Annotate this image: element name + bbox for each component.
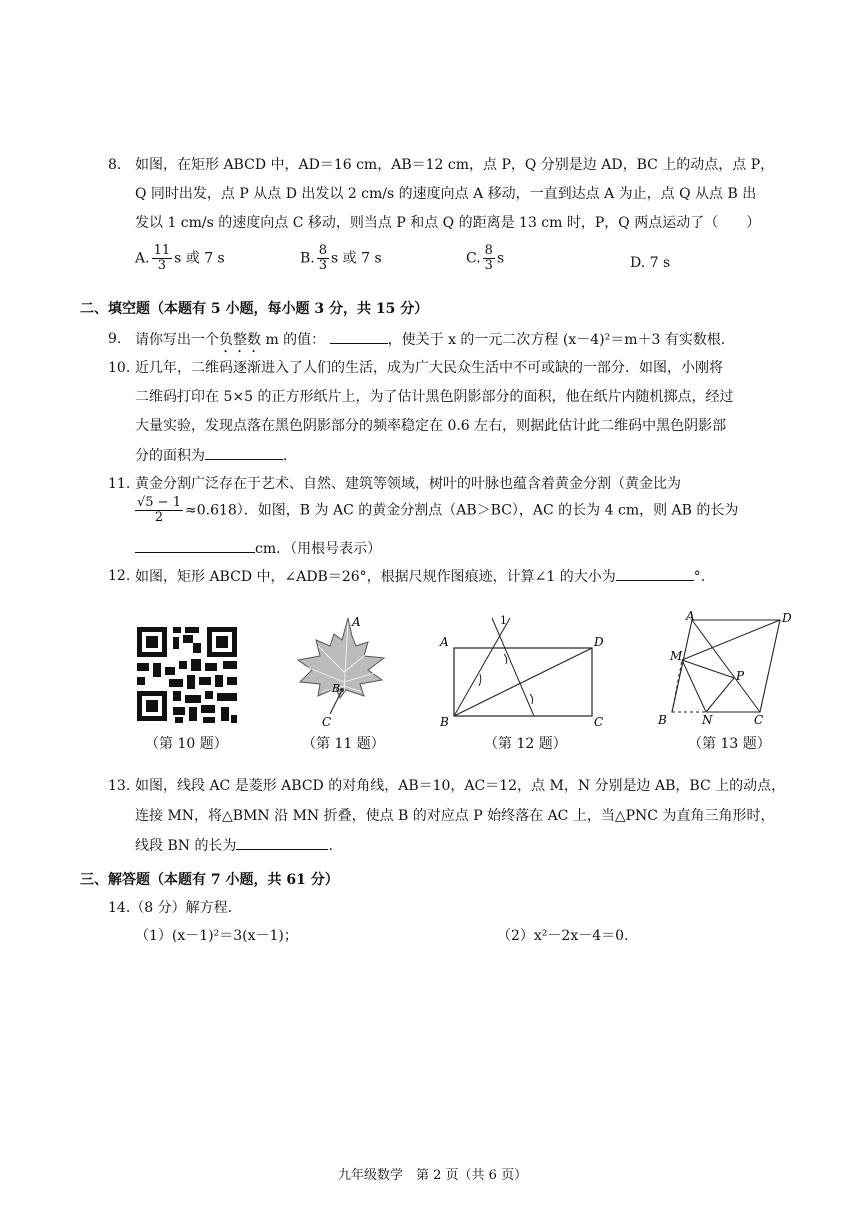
- q10-number: 10.: [108, 360, 131, 376]
- rhombus-point-p: P: [736, 669, 745, 683]
- q11-line-2: $\frac{√5 - 1}{2}$ ≈0.618）．如图，B 为 AC 的黄金分割点（AB＞BC），AC 的长为 4 cm，则 AB 的长为: [137, 495, 739, 525]
- leaf-point-a: A: [352, 615, 361, 629]
- q12-answer-blank[interactable]: [616, 566, 694, 581]
- section-2-heading: 二、填空题（本题有 5 小题，每小题 3 分，共 15 分）: [80, 301, 429, 317]
- q11-line-1: 黄金分割广泛存在于艺术、自然、建筑等领域，树叶的叶脉也蕴含着黄金分割（黄金比为: [135, 476, 681, 492]
- q8-option-b: B. $\frac{8}{3}$ s 或 7 s: [300, 243, 382, 273]
- q11-line-3: cm．（用根号表示）: [135, 538, 381, 559]
- rhombus-point-a: A: [686, 609, 695, 623]
- q13-line-2: 连接 MN，将△BMN 沿 MN 折叠，使点 B 的对应点 P 始终落在 AC 上，当△PNC 为直角三角形时，: [135, 808, 775, 824]
- rhombus-point-n: N: [702, 713, 713, 727]
- q14-part-1: （1）(x－1)²＝3(x－1)；: [135, 928, 298, 944]
- q13-answer-blank[interactable]: [236, 835, 328, 850]
- figure-13-caption: （第 13 题）: [688, 736, 771, 752]
- figure-10-caption: （第 10 题）: [145, 736, 228, 752]
- q13-line-1: 如图，线段 AC 是菱形 ABCD 的对角线，AB＝10，AC＝12，点 M，N 分别是边 AB，BC 上的动点，: [135, 778, 786, 794]
- q8-line-3: 发以 1 cm/s 的速度向点 C 移动，则当点 P 和点 Q 的距离是 13 cm 时，P，Q 两点运动了（ ）: [135, 215, 761, 231]
- q8-number: 8.: [108, 157, 122, 173]
- rhombus-point-b: B: [658, 713, 667, 727]
- rhombus-point-m: M: [670, 649, 683, 663]
- page-footer: 九年级数学 第 2 页（共 6 页）: [338, 1168, 528, 1183]
- rect-point-b: B: [440, 715, 449, 729]
- q14-part-2: （2）x²－2x－4＝0.: [497, 928, 629, 944]
- qr-code-figure: [135, 625, 239, 725]
- q8-line-1: 如图，在矩形 ABCD 中，AD＝16 cm，AB＝12 cm，点 P，Q 分别是边 AD，BC 上的动点，点 P，: [135, 157, 775, 173]
- q9-text: 请你写出一个负整数 m 的值： ，使关于 x 的一元二次方程 (x－4)²＝m＋3 有实数根．: [135, 329, 735, 356]
- figure-11-caption: （第 11 题）: [302, 736, 385, 752]
- rect-point-d: D: [594, 635, 604, 649]
- q13-line-3: 线段 BN 的长为 .: [135, 835, 333, 856]
- rhombus-point-d: D: [782, 611, 792, 625]
- q10-line-1: 近几年，二维码逐渐进入了人们的生活，成为广大民众生活中不可或缺的一部分．如图，小刚将: [135, 360, 723, 376]
- q9-number: 9.: [108, 331, 122, 347]
- q9-emphasized-word: 负整数: [219, 332, 261, 348]
- q10-line-3: 大量实验，发现点落在黑色阴影部分的频率稳定在 0.6 左右，则据此估计此二维码中黑色阴影部: [135, 418, 727, 434]
- rect-point-a: A: [440, 635, 449, 649]
- maple-leaf-figure: [290, 612, 390, 730]
- q13-number: 13.: [108, 778, 131, 794]
- leaf-point-c: C: [322, 715, 332, 729]
- q11-answer-blank[interactable]: [135, 538, 255, 553]
- q10-line-4: 分的面积为 ．: [135, 445, 297, 466]
- q8-line-2: Q 同时出发，点 P 从点 D 出发以 2 cm/s 的速度向点 A 移动，一直到达点 A 为止，点 Q 从点 B 出: [135, 186, 757, 202]
- q12-number: 12.: [108, 568, 131, 584]
- q10-line-2: 二维码打印在 5×5 的正方形纸片上，为了估计黑色阴影部分的面积，他在纸片内随机掷点，经过: [135, 389, 734, 405]
- q14-heading: 14.（8 分）解方程．: [108, 900, 242, 916]
- section-3-heading: 三、解答题（本题有 7 小题，共 61 分）: [80, 872, 339, 888]
- figure-12-caption: （第 12 题）: [484, 736, 567, 752]
- rhombus-point-c: C: [754, 713, 764, 727]
- q8-option-c: C. $\frac{8}{3}$ s: [466, 243, 505, 273]
- q8-option-d: D. 7 s: [630, 255, 671, 271]
- q9-answer-blank[interactable]: [330, 329, 388, 344]
- q12-text: 如图，矩形 ABCD 中，∠ADB＝26°，根据尺规作图痕迹，计算∠1 的大小为 °.: [135, 566, 705, 587]
- leaf-point-b: B: [332, 682, 341, 695]
- q8-option-a: A. $\frac{11}{3}$ s 或 7 s: [135, 243, 225, 273]
- q11-number: 11.: [108, 476, 131, 492]
- rect-point-c: C: [594, 715, 604, 729]
- rhombus-fold-figure: [652, 608, 800, 730]
- rectangle-construction-figure: [438, 612, 614, 730]
- angle-1-label: 1: [500, 614, 507, 627]
- q10-answer-blank[interactable]: [205, 445, 283, 460]
